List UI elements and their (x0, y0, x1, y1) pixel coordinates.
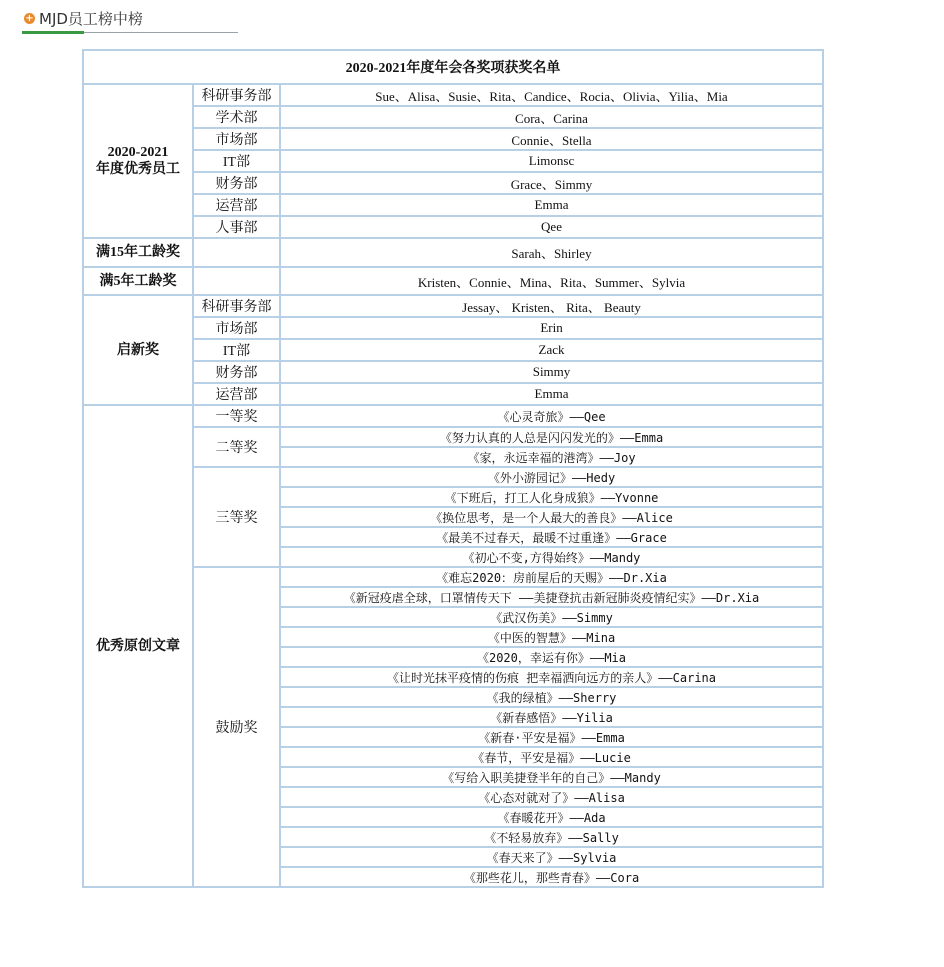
table-row (83, 216, 823, 238)
winner-names-cell: Jessay、 Kristen、 Rita、 Beauty (280, 295, 823, 317)
article-entry-cell: 《武汉伤美》——Simmy (280, 607, 823, 627)
article-entry-cell: 《家，永远幸福的港湾》——Joy (280, 447, 823, 467)
article-entry-cell: 《外小游园记》——Hedy (280, 467, 823, 487)
article-entry-cell: 《2020，幸运有你》——Mia (280, 647, 823, 667)
winner-names-cell: Kristen、Connie、Mina、Rita、Summer、Sylvia (280, 267, 823, 295)
department-cell: 科研事务部 (193, 295, 280, 317)
table-row (83, 194, 823, 216)
header-accent-underline (22, 31, 84, 34)
table-row (83, 383, 823, 405)
section-header (22, 6, 238, 33)
table-title: 2020-2021年度年会各奖项获奖名单 (83, 50, 823, 84)
department-cell: 人事部 (193, 216, 280, 238)
article-entry-cell: 《新春感悟》——Yilia (280, 707, 823, 727)
department-cell: IT部 (193, 339, 280, 361)
article-entry-cell: 《心态对就对了》——Alisa (280, 787, 823, 807)
table-row (83, 172, 823, 194)
table-row (83, 361, 823, 383)
table-row (83, 267, 823, 295)
category-original-articles: 优秀原创文章 (83, 405, 193, 887)
article-entry-cell: 《新冠疫虐全球，口罩情传天下 ——美捷登抗击新冠肺炎疫情纪实》——Dr.Xia (280, 587, 823, 607)
winner-names-cell: Limonsc (280, 150, 823, 172)
winner-names-cell: Simmy (280, 361, 823, 383)
department-cell: 财务部 (193, 361, 280, 383)
table-row (83, 467, 823, 487)
department-cell: IT部 (193, 150, 280, 172)
section-title: MJD员工榜中榜 (39, 10, 143, 28)
article-entry-cell: 《不轻易放弃》——Sally (280, 827, 823, 847)
winner-names-cell: Emma (280, 383, 823, 405)
department-cell: 财务部 (193, 172, 280, 194)
article-entry-cell: 《努力认真的人总是闪闪发光的》——Emma (280, 427, 823, 447)
category-excellent-employee: 2020-2021 年度优秀员工 (83, 84, 193, 238)
article-entry-cell: 《最美不过春天，最暖不过重逢》——Grace (280, 527, 823, 547)
prize-level-second: 二等奖 (193, 427, 280, 467)
table-row (83, 405, 823, 427)
department-cell: 学术部 (193, 106, 280, 128)
table-row (83, 128, 823, 150)
prize-level-third: 三等奖 (193, 467, 280, 567)
article-entry-cell: 《难忘2020：房前屋后的天赐》——Dr.Xia (280, 567, 823, 587)
awards-table (82, 49, 824, 888)
table-row (83, 106, 823, 128)
plus-badge-icon: + (25, 13, 34, 24)
department-cell: 市场部 (193, 317, 280, 339)
winner-names-cell: Zack (280, 339, 823, 361)
department-cell: 科研事务部 (193, 84, 280, 106)
table-row (83, 150, 823, 172)
empty-department-cell (193, 238, 280, 267)
table-row (83, 339, 823, 361)
department-cell: 市场部 (193, 128, 280, 150)
article-entry-cell: 《新春·平安是福》——Emma (280, 727, 823, 747)
winner-names-cell: Grace、Simmy (280, 172, 823, 194)
article-entry-cell: 《春暖花开》——Ada (280, 807, 823, 827)
prize-level-encourage: 鼓励奖 (193, 567, 280, 887)
winner-names-cell: Qee (280, 216, 823, 238)
table-row (83, 84, 823, 106)
category-newcomer: 启新奖 (83, 295, 193, 405)
table-row (83, 238, 823, 267)
awards-table-body (83, 50, 823, 887)
prize-level-first: 一等奖 (193, 405, 280, 427)
article-entry-cell: 《我的绿植》——Sherry (280, 687, 823, 707)
department-cell: 运营部 (193, 194, 280, 216)
article-entry-cell: 《心灵奇旅》——Qee (280, 405, 823, 427)
article-entry-cell: 《春天来了》——Sylvia (280, 847, 823, 867)
winner-names-cell: Sarah、Shirley (280, 238, 823, 267)
article-entry-cell: 《春节，平安是福》——Lucie (280, 747, 823, 767)
empty-department-cell (193, 267, 280, 295)
category-service-15: 满15年工龄奖 (83, 238, 193, 267)
article-entry-cell: 《中医的智慧》——Mina (280, 627, 823, 647)
table-row (83, 427, 823, 447)
winner-names-cell: Sue、Alisa、Susie、Rita、Candice、Rocia、Olivia、Yilia、Mia (280, 84, 823, 106)
table-row (83, 567, 823, 587)
department-cell: 运营部 (193, 383, 280, 405)
winner-names-cell: Erin (280, 317, 823, 339)
article-entry-cell: 《让时光抹平疫情的伤痕 把幸福洒向远方的亲人》——Carina (280, 667, 823, 687)
table-row (83, 317, 823, 339)
winner-names-cell: Connie、Stella (280, 128, 823, 150)
table-row (83, 295, 823, 317)
article-entry-cell: 《写给入职美捷登半年的自己》——Mandy (280, 767, 823, 787)
article-entry-cell: 《那些花儿，那些青春》——Cora (280, 867, 823, 887)
article-entry-cell: 《初心不变,方得始终》——Mandy (280, 547, 823, 567)
winner-names-cell: Cora、Carina (280, 106, 823, 128)
article-entry-cell: 《下班后，打工人化身成狼》——Yvonne (280, 487, 823, 507)
category-service-5: 满5年工龄奖 (83, 267, 193, 295)
article-entry-cell: 《换位思考，是一个人最大的善良》——Alice (280, 507, 823, 527)
winner-names-cell: Emma (280, 194, 823, 216)
